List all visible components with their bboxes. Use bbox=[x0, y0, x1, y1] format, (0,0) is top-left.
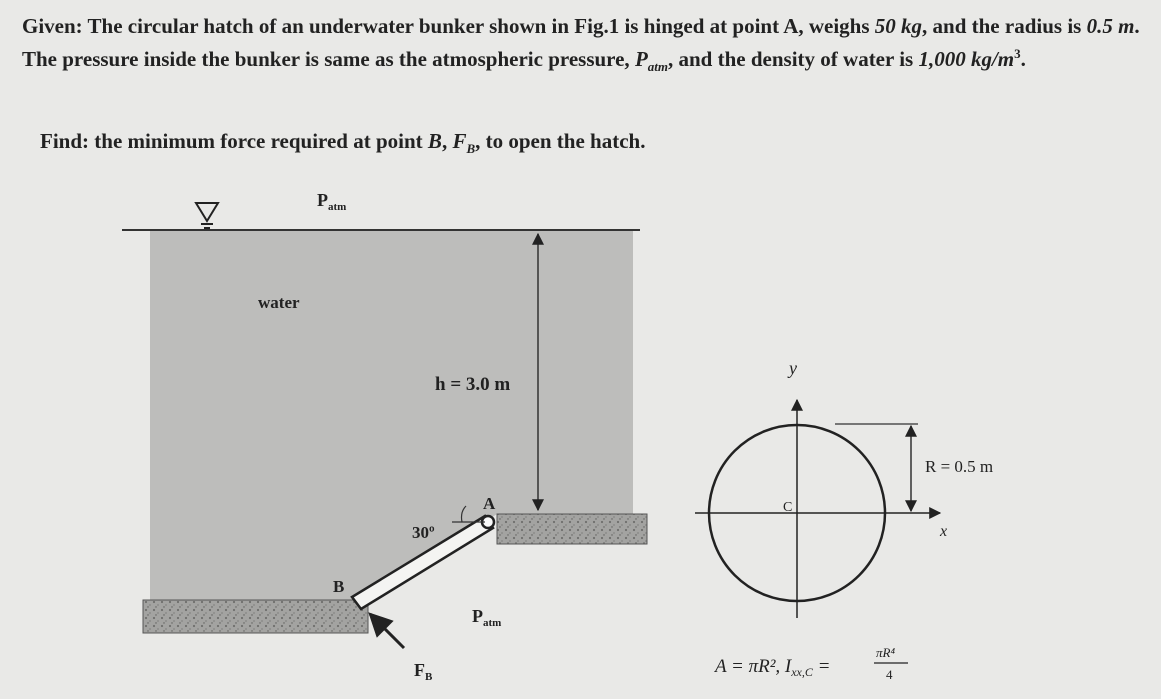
find-text-2: , bbox=[441, 129, 453, 153]
force-arrow bbox=[370, 614, 404, 648]
point-a-label: A bbox=[483, 494, 496, 513]
area-inertia-formula: A = πR², $I_{xx,C}$ = bbox=[715, 656, 831, 679]
centroid-label: C bbox=[783, 500, 793, 515]
given-radius: 0.5 m bbox=[1086, 14, 1135, 38]
find-text-3: , to open the hatch. bbox=[475, 129, 646, 153]
given-density-sup: 3 bbox=[1014, 46, 1021, 61]
angle-label: 30º bbox=[412, 523, 435, 542]
y-axis-label: y bbox=[789, 358, 797, 378]
given-weight: 50 kg bbox=[874, 14, 923, 38]
upper-slab bbox=[497, 514, 647, 544]
depth-label: h = 3.0 m bbox=[435, 374, 511, 395]
find-force: F bbox=[452, 129, 467, 153]
find-text-1: the minimum force required at point bbox=[89, 129, 428, 153]
given-patm: P bbox=[634, 47, 648, 71]
given-text-1: The circular hatch of an underwater bunker shown in Fig.1 is hinged at point A, weighs bbox=[82, 14, 875, 38]
given-text-3: . The pressure inside the bunker is same as the atmospheric pressure, bbox=[22, 14, 1140, 71]
point-b-label: B bbox=[333, 577, 345, 596]
given-patm-sub: atm bbox=[647, 59, 668, 75]
free-surface-symbol bbox=[196, 203, 218, 228]
given-text-2: , and the radius is bbox=[922, 14, 1087, 38]
x-axis-label: x bbox=[940, 523, 948, 540]
given-label: Given: bbox=[22, 14, 83, 38]
formula-denominator: 4 bbox=[886, 667, 893, 682]
force-label: $F_B$ bbox=[414, 660, 433, 683]
find-label: Find: bbox=[40, 129, 90, 153]
formula-numerator: πR⁴ bbox=[876, 645, 895, 660]
patm-bottom-label: $P_{atm}$ bbox=[472, 606, 502, 629]
given-density: 1,000 kg/m bbox=[918, 47, 1015, 71]
find-point-b: B bbox=[427, 129, 442, 153]
patm-top-label: $P_{atm}$ bbox=[317, 190, 347, 213]
given-text-5: . bbox=[1020, 47, 1026, 71]
radius-label: R = 0.5 m bbox=[925, 457, 994, 476]
find-force-sub: B bbox=[466, 141, 476, 157]
water-label: water bbox=[258, 293, 300, 312]
given-text-4: , and the density of water is bbox=[668, 47, 919, 71]
lower-slab bbox=[143, 600, 368, 633]
